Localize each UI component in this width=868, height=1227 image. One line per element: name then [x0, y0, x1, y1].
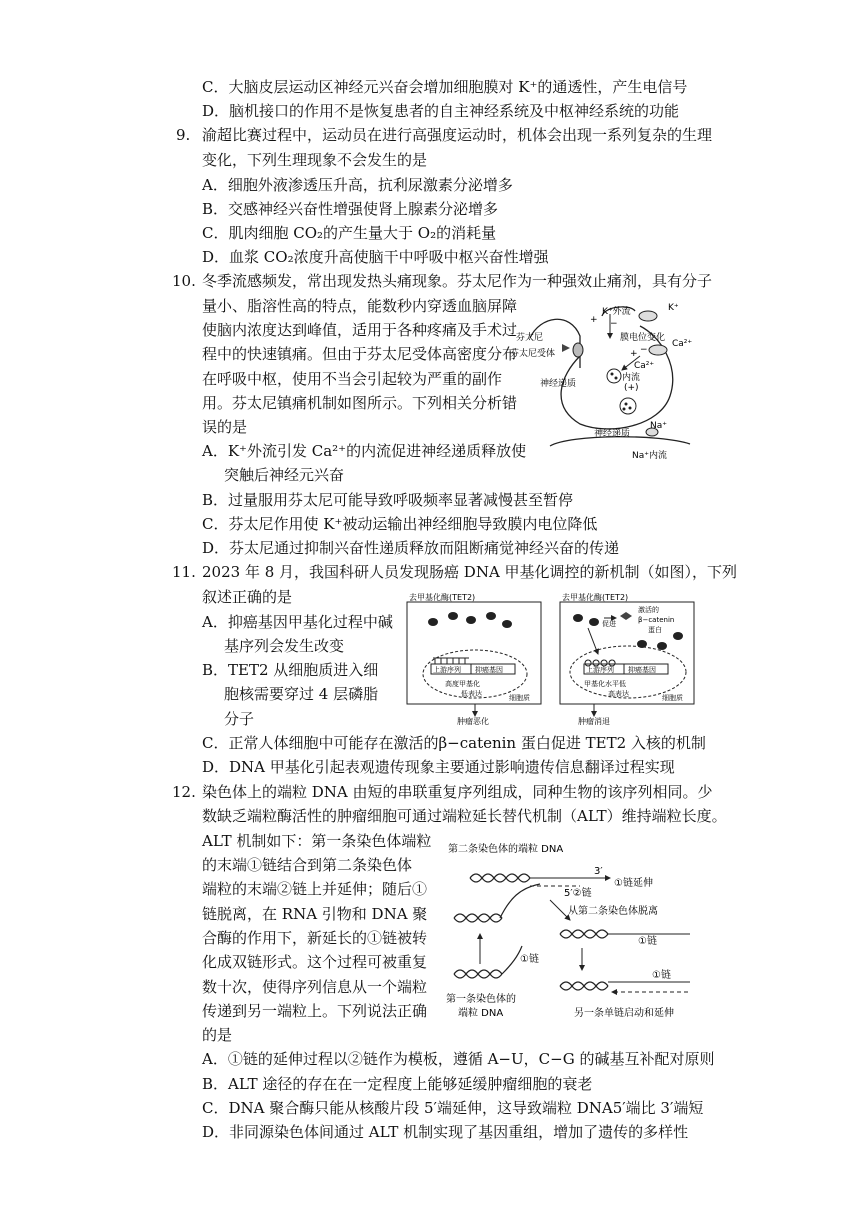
fig10-plus1: + [590, 315, 598, 325]
fig11r-protein: 蛋白 [648, 626, 662, 634]
fig11r-beta: β−catenin [638, 616, 675, 624]
q12-stem-11: 的是 [202, 1026, 233, 1044]
q12-number: 12. [172, 783, 196, 801]
q10-stem-1: 冬季流感频发，常出现发热头痛现象。芬太尼作为一种强效止痛剂，具有分子 [202, 272, 713, 290]
q11-option-b: B．TET2 从细胞质进入细 [202, 661, 379, 679]
fig12-ext: ①链延伸 [614, 878, 653, 889]
fig10-na: Na⁺ [650, 421, 667, 431]
q9-option-d: D．血浆 CO₂浓度升高使脑干中呼吸中枢兴奋性增强 [202, 248, 549, 266]
q9-stem-1: 渝超比赛过程中，运动员在进行高强度运动时，机体会出现一系列复杂的生理 [202, 126, 713, 144]
q10-stem-7: 误的是 [202, 418, 248, 436]
q12-stem-9: 数十次，使得序列信息从一个端粒 [202, 978, 428, 996]
fig10-minus2: − [640, 345, 648, 355]
fig12-first1: 第一条染色体的 [446, 994, 516, 1005]
q10-stem-3: 使脑内浓度达到峰值，适用于各种疼痛及手术过 [202, 321, 518, 339]
q9-option-c: C．肌肉细胞 CO₂的产生量大于 O₂的消耗量 [202, 224, 497, 242]
fig11r-promote: 促进 [602, 620, 616, 628]
fig11r-seq1: 上游序列 [586, 666, 614, 674]
option-d-prev: D．脑机接口的作用不是恢复患者的自主神经系统及中枢神经系统的功能 [202, 102, 680, 120]
q11-option-a: A．抑癌基因甲基化过程中碱 [202, 613, 393, 631]
q9-option-a: A．细胞外液渗透压升高，抗利尿激素分泌增多 [202, 176, 513, 194]
fig10-nt2: 神经递质 [594, 429, 631, 439]
q11-option-b-cont1: 胞核需要穿过 4 层磷脂 [224, 685, 379, 703]
q11-option-b-cont2: 分子 [224, 710, 255, 728]
fig11l-seq1: 上游序列 [433, 666, 461, 674]
fig11r-cell: 细胞质 [662, 694, 683, 702]
q10-option-c: C．芬太尼作用使 K⁺被动运输出神经细胞导致膜内电位降低 [202, 515, 598, 533]
fig11l-cell: 细胞质 [509, 694, 530, 702]
q10-option-a-cont: 突触后神经元兴奋 [224, 466, 345, 484]
q10-stem-6: 用。芬太尼镇痛机制如图所示。下列相关分析错 [202, 394, 518, 412]
fig12-first2: 端粒 DNA [458, 1008, 504, 1019]
q12-stem-4: 的末端①链结合到第二条染色体 [202, 856, 413, 874]
q9-stem-2: 变化，下列生理现象不会发生的是 [202, 151, 428, 169]
q12-stem-8: 化成双链形式。这个过程可被重复 [202, 953, 428, 971]
q11-option-a-cont: 基序列会发生改变 [224, 637, 345, 655]
q12-stem-7: 合酶的作用下，新延长的①链被转 [202, 929, 428, 947]
q10-number: 10. [172, 272, 196, 290]
q12-stem-2: 数缺乏端粒酶活性的肿瘤细胞可通过端粒延长替代机制（ALT）维持端粒长度。 [202, 807, 727, 825]
q10-option-b: B．过量服用芬太尼可能导致呼吸频率显著减慢甚至暂停 [202, 491, 574, 509]
q10-option-d: D．芬太尼通过抑制兴奋性递质释放而阻断痛觉神经兴奋的传递 [202, 539, 620, 557]
fig10-na-in: Na⁺内流 [632, 451, 667, 461]
fig10-plus: (+) [624, 383, 639, 393]
fig10-ca-inside: Ca²⁺ [634, 361, 655, 371]
q9-number: 9. [176, 126, 191, 144]
q11-option-c: C．正常人体细胞中可能存在激活的β−catenin 蛋白促进 TET2 入核的机制 [202, 734, 706, 752]
fig10-receptor: 芬太尼受体 [510, 349, 556, 359]
fig12-three: 3′ [594, 866, 603, 877]
q12-option-d: D．非同源染色体间通过 ALT 机制实现了基因重组，增加了遗传的多样性 [202, 1123, 689, 1141]
fig10-plus2: + [630, 349, 638, 359]
q12-stem-5: 端粒的末端②链上并延伸；随后① [202, 880, 428, 898]
fig11l-seq2: 抑癌基因 [475, 666, 503, 674]
fig11l-low: 低表达 [461, 690, 482, 698]
fig11l-title: 去甲基化酶(TET2) [409, 593, 476, 602]
fig10-drug: 芬太尼 [516, 333, 544, 343]
q12-stem-10: 传递到另一端粒上。下列说法正确 [202, 1002, 428, 1020]
fig11r-out: 肿瘤消退 [578, 717, 610, 726]
fentanyl-synapse-figure [510, 296, 700, 466]
fig11l-meth: 高度甲基化 [445, 680, 480, 688]
tet2-right-figure [558, 592, 698, 726]
fig11r-seq2: 抑癌基因 [628, 666, 656, 674]
fig11r-active: 激活的 [638, 606, 659, 614]
tet2-left-figure [405, 592, 545, 726]
fig10-nt1: 神经递质 [540, 379, 577, 389]
q11-stem-2: 叙述正确的是 [202, 588, 293, 606]
fig12-other: 另一条单链启动和延伸 [574, 1008, 674, 1019]
alt-mechanism-figure [440, 838, 710, 1028]
fig10-minus1: − [610, 319, 618, 329]
q12-option-b: B．ALT 途径的存在在一定程度上能够延缓肿瘤细胞的衰老 [202, 1075, 593, 1093]
q11-option-d: D．DNA 甲基化引起表观遗传现象主要通过影响遗传信息翻译过程实现 [202, 758, 675, 776]
fig12-chain1-right: ①链 [638, 936, 657, 947]
q10-stem-5: 在呼吸中枢，使用不当会引起较为严重的副作 [202, 370, 503, 388]
q12-stem-3: ALT 机制如下：第一条染色体端粒 [202, 832, 432, 850]
q12-option-c: C．DNA 聚合酶只能从核酸片段 5′端延伸，这导致端粒 DNA5′端比 3′端短 [202, 1099, 704, 1117]
fig12-detach: 从第二条染色体脱离 [568, 906, 658, 917]
fig12-five: 5′②链 [564, 888, 592, 899]
fig10-influx: 内流 [622, 373, 641, 383]
fig12-chain1-left: ①链 [520, 954, 539, 965]
q10-stem-4: 程中的快速镇痛。但由于芬太尼受体高密度分布 [202, 345, 518, 363]
q9-option-b: B．交感神经兴奋性增强使肾上腺素分泌增多 [202, 200, 499, 218]
fig12-second: 第二条染色体的端粒 DNA [448, 844, 564, 855]
fig11r-meth: 甲基化水平低 [584, 680, 626, 688]
option-c-prev: C．大脑皮层运动区神经元兴奋会增加细胞膜对 K⁺的通透性，产生电信号 [202, 78, 688, 96]
q12-stem-6: 链脱离，在 RNA 引物和 DNA 聚 [202, 905, 428, 923]
q11-number: 11. [172, 563, 196, 581]
fig10-membrane: 膜电位变化 [620, 333, 666, 343]
fig11l-out: 肿瘤恶化 [457, 717, 489, 726]
fig10-ca-outside: Ca²⁺ [672, 339, 693, 349]
fig10-k-out: K⁺外流 [602, 307, 631, 317]
q11-stem-1: 2023 年 8 月，我国科研人员发现肠癌 DNA 甲基化调控的新机制（如图），下列 [202, 563, 738, 581]
q12-stem-1: 染色体上的端粒 DNA 由短的串联重复序列组成，同种生物的该序列相同。少 [202, 783, 713, 801]
fig11r-high: 高表达 [608, 690, 629, 698]
fig11r-title: 去甲基化酶(TET2) [562, 593, 629, 602]
fig12-chain1-bottom: ①链 [652, 970, 671, 981]
q10-stem-2: 量小、脂溶性高的特点，能数秒内穿透血脑屏障 [202, 297, 518, 315]
q10-option-a: A．K⁺外流引发 Ca²⁺的内流促进神经递质释放使 [202, 442, 527, 460]
fig10-k: K⁺ [668, 303, 679, 313]
q12-option-a: A．①链的延伸过程以②链作为模板，遵循 A−U，C−G 的碱基互补配对原则 [202, 1050, 715, 1068]
